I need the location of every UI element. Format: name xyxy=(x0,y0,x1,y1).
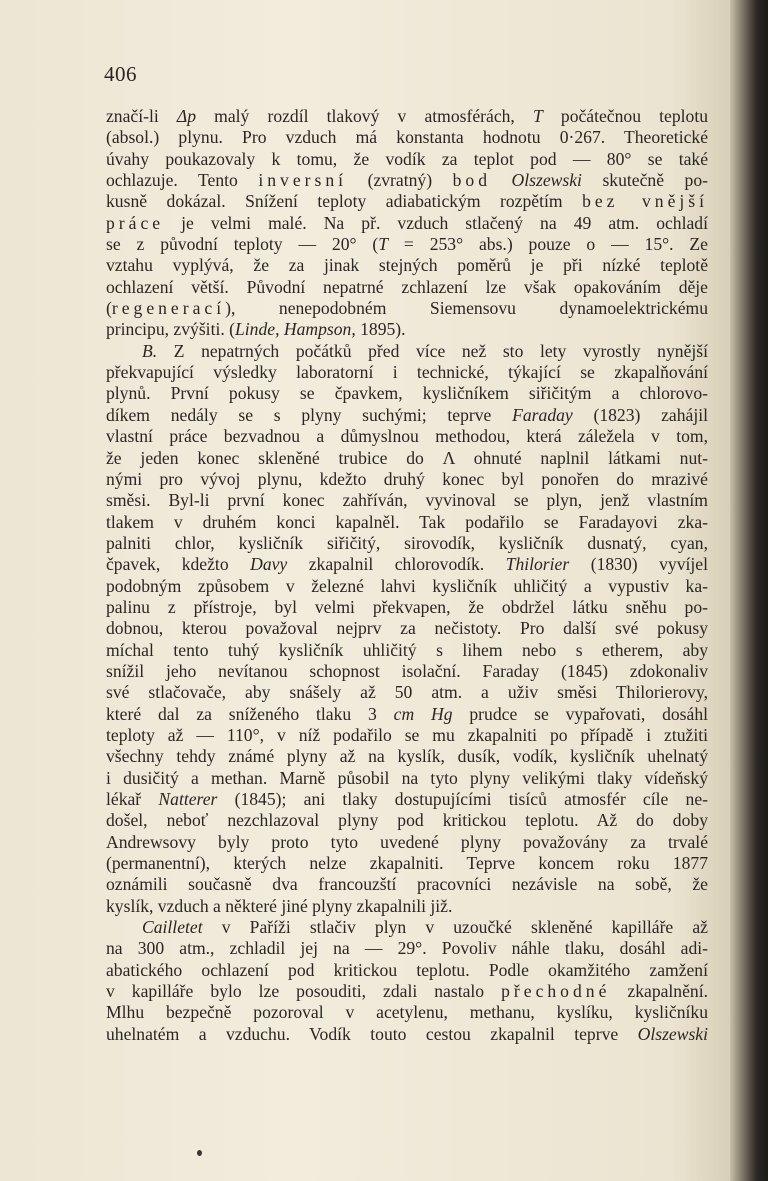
text-line: (absol.) plynu. Pro vzduch má konstanta hodnotu 0·267. Theoretické xyxy=(106,127,708,148)
spaced-emphasis: regenerací xyxy=(111,298,226,319)
spaced-emphasis: přechodné xyxy=(501,981,611,1002)
text-line: práce je velmi malé. Na př. vzduch stlačený na 49 atm. ochladí xyxy=(106,212,708,233)
text-line: Cailletet v Paříži stlačiv plyn v uzoučké skleněné kapilláře až xyxy=(142,917,708,938)
italic-text: Natterer xyxy=(158,789,218,809)
text-line: Mlhu bezpečně pozoroval v acetylenu, methanu, kyslíku, kysličníku xyxy=(106,1002,708,1023)
text-line: palniti chlor, kysličník siřičitý, sirovodík, kysličník dusnatý, cyan, xyxy=(106,532,708,553)
text-line: se z původní teploty — 20° (T = 253° abs.) pouze o — 15°. Ze xyxy=(106,234,708,255)
text-line: (permanentní), kterých nelze zkapalniti. Teprve koncem roku 1877 xyxy=(106,853,708,874)
text-line: úvahy poukazovaly k tomu, že vodík za teplot pod — 80° se také xyxy=(106,148,708,169)
spaced-emphasis: inversní xyxy=(258,170,348,191)
text-line: Andrewsovy byly proto tyto uvedené plyny považovány za trvalé xyxy=(106,831,708,852)
text-line: vlastní práce bezvadnou a důmyslnou methodou, která záležela v tom, xyxy=(106,426,708,447)
text-line: v kapilláře bylo lze posouditi, zdali nastalo přechodné zkapalnění. xyxy=(106,981,708,1002)
text-line: ochlazení větší. Původní nepatrné zchlazení lze však opakováním děje xyxy=(106,276,708,297)
text-line: které dal za sníženého tlaku 3 cm Hg prudce se vypařovati, dosáhl xyxy=(106,703,709,724)
text-line: na 300 atm., zchladil jej na — 29°. Povoliv náhle tlaku, dosáhl adi- xyxy=(106,938,708,959)
text-line: že jeden konec skleněné trubice do Λ ohnuté naplnil látkami nut- xyxy=(106,447,708,468)
text-line: míchal tento tuhý kysličník uhličitý s lihem nebo s etherem, aby xyxy=(106,639,708,660)
text-line: (regenerací), nenepodobném Siemensovu dynamoelektrickému xyxy=(106,298,708,319)
spaced-emphasis: bez vnější xyxy=(582,191,708,212)
text-line: palinu z přístroje, byl velmi překvapen, že obdržel látku sněhu po- xyxy=(106,596,708,617)
text-line: čpavek, kdežto Davy zkapalnil chlorovodík. Thilorier (1830) vyvíjel xyxy=(106,554,708,575)
body-text xyxy=(106,106,708,1045)
italic-text: Olszewski xyxy=(637,1023,708,1044)
text-line: kyslík, vzduch a některé jiné plyny zkapalnili již. xyxy=(106,895,453,916)
text-line: uhelnatém a vzduchu. Vodík touto cestou zkapalnil teprve Olszewski xyxy=(106,1023,708,1044)
text-line: nými pro vývoj plynu, kdežto druhý konec byl ponořen do mrazivé xyxy=(106,468,708,489)
page-number: 406 xyxy=(104,62,137,86)
text-line: ochlazuje. Tento inversní (zvratný) bod Olszewski skutečně po- xyxy=(106,170,708,191)
italic-text: Thilorier xyxy=(505,554,570,575)
text-line: oznámili současně dva francouzští pracovníci nezávisle na sobě, že xyxy=(106,874,708,895)
spaced-emphasis: práce xyxy=(106,212,165,233)
spaced-emphasis: bod xyxy=(452,170,491,191)
text-line: všechny tehdy známé plyny až na kyslík, dusík, vodík, kysličník uhelnatý xyxy=(106,746,708,767)
italic-text: Olszewski xyxy=(511,170,582,191)
text-line: překvapující výsledky laboratorní i technické, týkající se zkapalňování xyxy=(106,362,708,383)
text-line: abatického ochlazení pod kritickou teplotu. Podle okamžitého zamžení xyxy=(106,959,708,980)
text-line: B. Z nepatrných počátků před více než sto lety vyrostly nynější xyxy=(142,340,708,361)
italic-text: T xyxy=(532,106,543,126)
italic-text: Davy xyxy=(250,554,288,575)
text-line: teploty až — 110°, v níž podařilo se mu zkapalniti po případě i ztužiti xyxy=(106,724,708,745)
text-line: značí-li Δp malý rozdíl tlakový v atmosférách, T počátečnou teplotu xyxy=(106,106,708,126)
text-line: principu, zvýšiti. (Linde, Hampson, 1895). xyxy=(106,319,406,340)
text-line: plynů. První pokusy se čpavkem, kysličníkem siřičitým a chlorovo- xyxy=(106,383,708,404)
text-line: díkem nedály se s plyny suchými; teprve Faraday (1823) zahájil xyxy=(106,404,708,425)
text-line: vztahu vyplývá, že za jinak stejných poměrů je při nízké teplotě xyxy=(106,255,708,276)
ink-speck xyxy=(197,1150,202,1156)
text-line: své stlačovače, aby snášely až 50 atm. a uživ směsi Thilorierovy, xyxy=(106,682,708,703)
italic-text: T xyxy=(378,234,389,255)
italic-text: cm Hg xyxy=(393,703,453,724)
text-line: směsi. Byl-li první konec zahříván, vyvinoval se plyn, jenž vlastním xyxy=(106,490,708,511)
text-line: i dusičitý a methan. Marně působil na tyto plyny velikými tlaky vídeňský xyxy=(106,767,708,788)
italic-text: Faraday xyxy=(512,404,573,425)
italic-text: Δp xyxy=(176,106,197,126)
text-line: snížil jeho nevítanou schopnost isolační. Faraday (1845) zdokonaliv xyxy=(106,660,708,681)
italic-text: B. xyxy=(142,340,158,361)
text-line: kusně dokázal. Snížení teploty adiabatickým rozpětím bez vnější xyxy=(106,191,708,212)
text-line: došel, neboť nezchlazoval plyny pod kritickou teplotu. Až do doby xyxy=(106,810,708,831)
text-line: dobnou, kterou považoval nejprv za nečistoty. Pro další své pokusy xyxy=(106,618,708,639)
text-line: tlakem v druhém konci kapalněl. Tak podařilo se Faradayovi zka- xyxy=(106,511,708,532)
italic-text: Linde, Hampson, xyxy=(235,319,356,340)
italic-text: Cailletet xyxy=(142,917,203,938)
text-line: podobným způsobem v železné lahvi kysličník uhličitý a vypustiv ka- xyxy=(106,575,708,596)
text-line: lékař Natterer (1845); ani tlaky dostupujícími tisíců atmosfér cíle ne- xyxy=(106,789,709,809)
book-spine-shadow xyxy=(730,0,768,1181)
